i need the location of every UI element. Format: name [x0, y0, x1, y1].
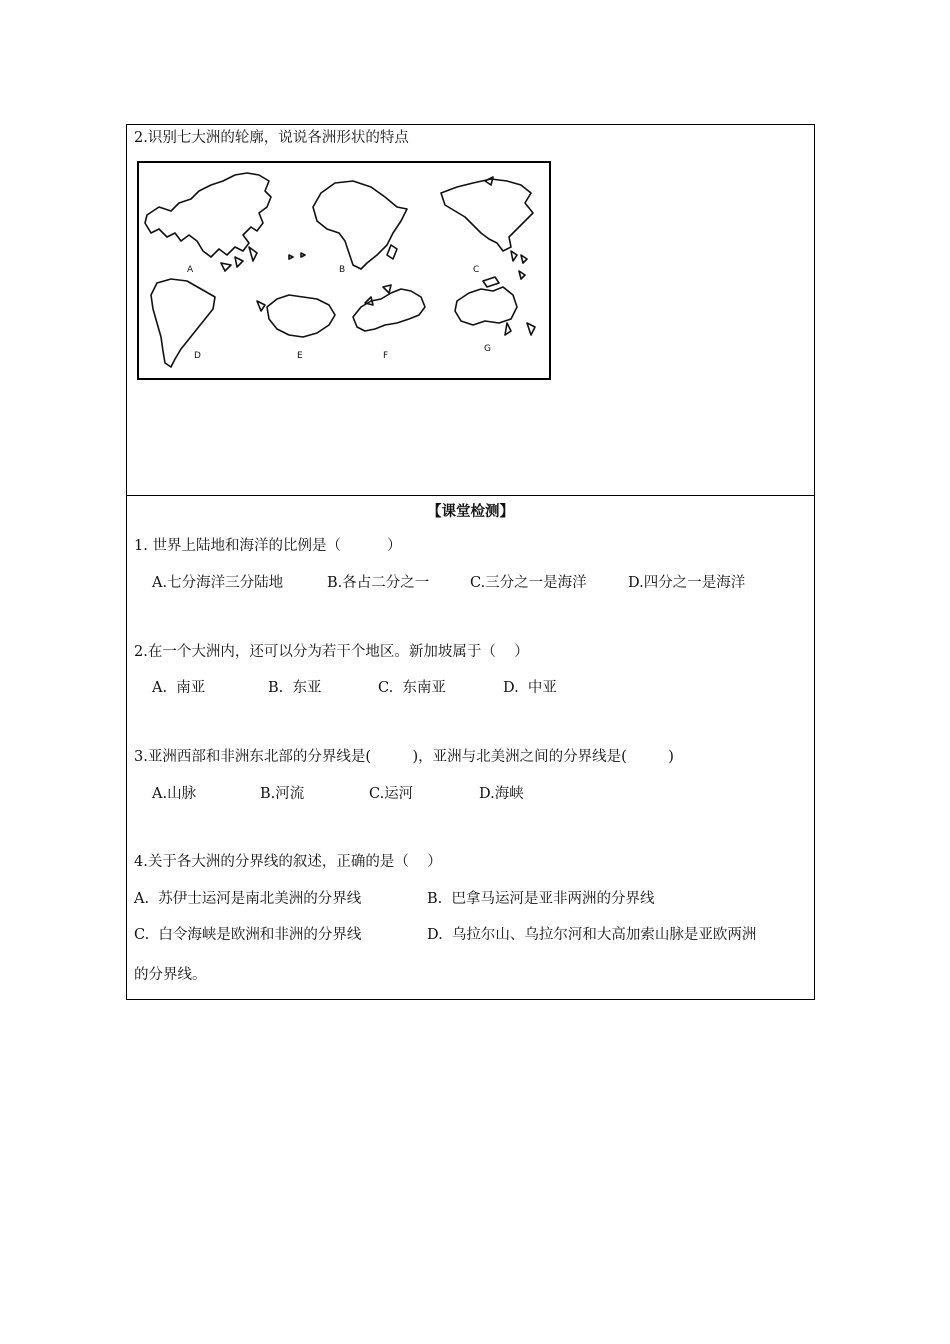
q1-option-c: C.三分之一是海洋	[470, 575, 587, 591]
map-label-a: A	[187, 265, 194, 275]
q4-option-b: B. 巴拿马运河是亚非两洲的分界线	[427, 891, 655, 907]
q3-stem: 3.亚洲西部和非洲东北部的分界线是( )，亚洲与北美洲之间的分界线是( )	[134, 749, 674, 765]
continent-c-outline	[441, 179, 533, 251]
q2-option-d: D. 中亚	[503, 680, 557, 696]
continent-outline-heading: 2.识别七大洲的轮廓，说说各洲形状的特点	[134, 130, 409, 146]
map-label-c: C	[473, 265, 480, 275]
class-check-title: 【课堂检测】	[427, 504, 514, 520]
q3-option-b: B.河流	[260, 786, 305, 802]
q2-option-c: C. 东南亚	[378, 680, 446, 696]
map-label-b: B	[339, 265, 346, 275]
q4-stem: 4.关于各大洲的分界线的叙述，正确的是（ ）	[134, 854, 442, 870]
q4-option-a: A. 苏伊士运河是南北美洲的分界线	[134, 891, 362, 907]
q2-stem: 2.在一个大洲内，还可以分为若干个地区。新加坡属于（ ）	[134, 644, 529, 660]
map-label-e: E	[297, 351, 303, 361]
map-label-g: G	[484, 344, 491, 354]
q3-option-a: A.山脉	[152, 786, 197, 802]
q4-option-c: C. 白令海峡是欧洲和非洲的分界线	[134, 927, 362, 943]
q3-option-c: C.运河	[369, 786, 414, 802]
q3-option-d: D.海峡	[479, 786, 524, 802]
continent-g-outline	[455, 287, 517, 325]
row-divider	[126, 495, 815, 496]
q4-option-d: D. 乌拉尔山、乌拉尔河和大高加索山脉是亚欧两洲	[427, 927, 757, 943]
q1-option-d: D.四分之一是海洋	[628, 575, 746, 591]
map-label-d: D	[194, 351, 201, 361]
q1-option-a: A.七分海洋三分陆地	[152, 575, 284, 591]
continent-e-outline	[267, 295, 335, 337]
q2-option-a: A. 南亚	[152, 680, 206, 696]
q4-option-d-continuation: 的分界线。	[134, 967, 207, 983]
map-label-f: F	[383, 351, 389, 361]
continent-a-outline	[145, 173, 271, 257]
q1-stem: 1. 世界上陆地和海洋的比例是（ ）	[134, 538, 402, 554]
continent-f-outline	[353, 289, 425, 331]
q2-option-b: B. 东亚	[268, 680, 322, 696]
continent-b-outline	[313, 181, 407, 269]
q1-option-b: B.各占二分之一	[327, 575, 430, 591]
continent-d-outline	[151, 279, 215, 367]
continent-outline-map	[137, 161, 551, 380]
